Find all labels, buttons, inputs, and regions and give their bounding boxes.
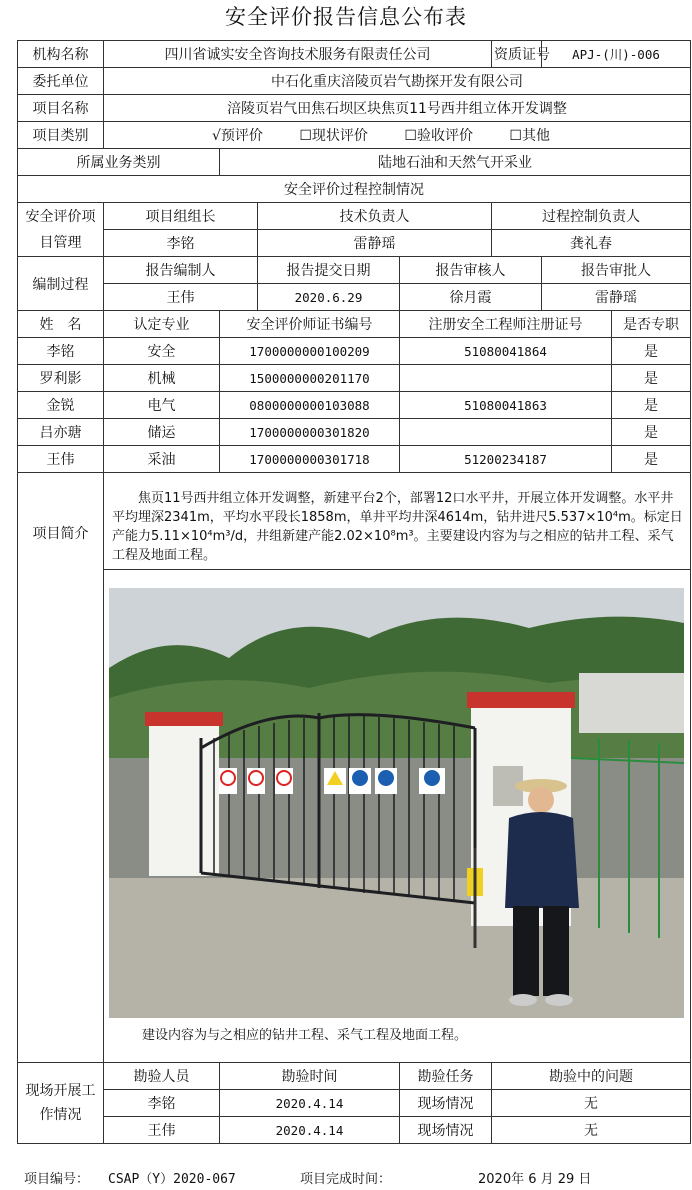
compile-value-author: 王伟 (104, 284, 258, 311)
staff-head-major: 认定专业 (104, 311, 220, 338)
site-head-time: 勘验时间 (220, 1063, 400, 1090)
staff-reg: 51200234187 (400, 446, 612, 473)
mgmt-head-tech: 技术负责人 (258, 203, 492, 230)
compile-head-date: 报告提交日期 (258, 257, 400, 284)
staff-cert: 0800000000103088 (220, 392, 400, 419)
staff-fulltime: 是 (612, 446, 691, 473)
org-label: 机构名称 (18, 41, 104, 68)
site-head-task: 勘验任务 (400, 1063, 492, 1090)
intro-label: 项目简介 (18, 473, 104, 1063)
site-label: 现场开展工作情况 (18, 1063, 104, 1144)
compile-head-author: 报告编制人 (104, 257, 258, 284)
table-row (18, 365, 691, 392)
compile-value-reviewer: 徐月霞 (400, 284, 542, 311)
staff-head-reg: 注册安全工程师注册证号 (400, 311, 612, 338)
site-person: 李铭 (104, 1090, 220, 1117)
table-row (18, 446, 691, 473)
compile-value-approver: 雷静瑶 (542, 284, 691, 311)
info-table (17, 40, 691, 1144)
compile-value-date: 2020.6.29 (258, 284, 400, 311)
table-row (18, 419, 691, 446)
project-type-label: 项目类别 (18, 122, 104, 149)
table-row (18, 1090, 691, 1117)
compile-label: 编制过程 (18, 257, 104, 311)
mgmt-label: 安全评价项目管理 (18, 203, 104, 257)
staff-name: 王伟 (18, 446, 104, 473)
project-code-value: CSAP（Y）2020-067 (108, 1172, 236, 1187)
control-header: 安全评价过程控制情况 (18, 176, 691, 203)
staff-cert: 1500000000201170 (220, 365, 400, 392)
business-value: 陆地石油和天然气开采业 (220, 149, 691, 176)
project-code-label: 项目编号： (24, 1172, 90, 1187)
staff-fulltime: 是 (612, 419, 691, 446)
site-person: 王伟 (104, 1117, 220, 1144)
site-issue: 无 (492, 1117, 691, 1144)
compile-head-reviewer: 报告审核人 (400, 257, 542, 284)
site-head-person: 勘验人员 (104, 1063, 220, 1090)
project-name-value: 涪陵页岩气田焦石坝区块焦页11号西井组立体开发调整 (104, 95, 691, 122)
mgmt-value-leader: 李铭 (104, 230, 258, 257)
photo-cell (104, 570, 691, 1063)
photo-caption: 建设内容为与之相应的钻井工程、采气工程及地面工程。 (142, 1028, 468, 1043)
staff-cert: 1700000000301820 (220, 419, 400, 446)
site-issue: 无 (492, 1090, 691, 1117)
project-name-label: 项目名称 (18, 95, 104, 122)
staff-major: 储运 (104, 419, 220, 446)
intro-text: 焦页11号西井组立体开发调整，新建平台2个，部署12口水平井，开展立体开发调整。水平井平均埋深2341m，平均水平段长1858m，单井平均井深4614m，钻井进尺5.537×10⁴m。标定日产能力5.11×10⁴m³/d，井组新建产能2.02×10⁸m³。主要建设内容为与之相应的钻井工程、采气工程及地面工程。 (104, 473, 691, 570)
client-label: 委托单位 (18, 68, 104, 95)
site-time: 2020.4.14 (220, 1090, 400, 1117)
site-photo-image (109, 588, 684, 1018)
completion-label: 项目完成时间： (300, 1172, 392, 1187)
site-task: 现场情况 (400, 1117, 492, 1144)
project-type-options (104, 122, 691, 149)
staff-head-fulltime: 是否专职 (612, 311, 691, 338)
site-photo (109, 588, 684, 1018)
table-row (18, 392, 691, 419)
compile-head-approver: 报告审批人 (542, 257, 691, 284)
staff-cert: 1700000000100209 (220, 338, 400, 365)
staff-reg (400, 419, 612, 446)
completion-value: 2020年 6 月 29 日 (478, 1172, 592, 1187)
staff-name: 金锐 (18, 392, 104, 419)
org-value: 四川省诚实安全咨询技术服务有限责任公司 (104, 41, 492, 68)
mgmt-head-process: 过程控制负责人 (492, 203, 691, 230)
staff-head-name: 姓 名 (18, 311, 104, 338)
business-label: 所属业务类别 (18, 149, 220, 176)
option-status-eval: ☐现状评价 (299, 128, 368, 144)
mgmt-head-leader: 项目组组长 (104, 203, 258, 230)
staff-fulltime: 是 (612, 338, 691, 365)
staff-major: 安全 (104, 338, 220, 365)
option-accept-eval: ☐验收评价 (404, 128, 473, 144)
option-other: ☐其他 (509, 128, 550, 144)
staff-name: 吕亦瑭 (18, 419, 104, 446)
staff-fulltime: 是 (612, 392, 691, 419)
staff-reg (400, 365, 612, 392)
table-row (18, 338, 691, 365)
staff-reg: 51080041864 (400, 338, 612, 365)
staff-major: 电气 (104, 392, 220, 419)
mgmt-value-tech: 雷静瑶 (258, 230, 492, 257)
staff-cert: 1700000000301718 (220, 446, 400, 473)
site-time: 2020.4.14 (220, 1117, 400, 1144)
staff-fulltime: 是 (612, 365, 691, 392)
staff-major: 采油 (104, 446, 220, 473)
page-title: 安全评价报告信息公布表 (225, 5, 467, 29)
site-task: 现场情况 (400, 1090, 492, 1117)
staff-name: 罗利影 (18, 365, 104, 392)
table-row (18, 1117, 691, 1144)
mgmt-value-process: 龚礼春 (492, 230, 691, 257)
client-value: 中石化重庆涪陵页岩气勘探开发有限公司 (104, 68, 691, 95)
staff-head-cert: 安全评价师证书编号 (220, 311, 400, 338)
staff-reg: 51080041863 (400, 392, 612, 419)
staff-name: 李铭 (18, 338, 104, 365)
cert-value: APJ-(川)-006 (542, 41, 691, 68)
cert-label: 资质证号 (492, 41, 542, 68)
option-pre-eval: √预评价 (212, 128, 263, 144)
staff-major: 机械 (104, 365, 220, 392)
site-head-issue: 勘验中的问题 (492, 1063, 691, 1090)
